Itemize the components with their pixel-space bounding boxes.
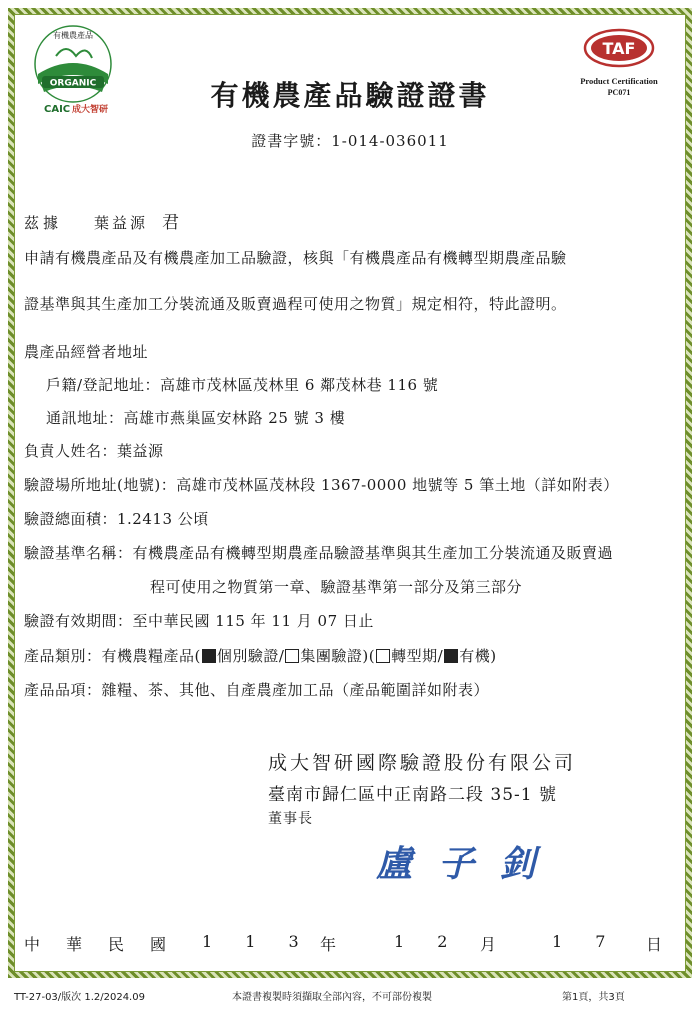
- logo-arc-text: 有機農產品: [53, 31, 93, 40]
- label-organic: 有機): [459, 647, 497, 665]
- product-category: [24, 645, 497, 666]
- taf-text: TAF: [602, 39, 636, 58]
- checkbox-transition: [376, 649, 390, 663]
- chairman-signature: 盧子釗: [376, 843, 563, 885]
- date-char-3: 民: [108, 935, 125, 954]
- taf-product-cert: Product Certification: [580, 76, 658, 86]
- recipient-line: [24, 208, 180, 233]
- checkbox-individual: [202, 649, 216, 663]
- recipient-suffix: 君: [162, 213, 180, 233]
- logo-organic-text: ORGANIC: [49, 78, 97, 89]
- date-day-label: 日: [646, 935, 663, 954]
- date-month: 1 2: [394, 932, 462, 951]
- recipient-label: 茲據: [24, 214, 63, 232]
- date-month-label: 月: [480, 935, 497, 954]
- validity-period: 驗證有效期間：至中華民國 115 年 11 月 07 日止: [24, 612, 374, 630]
- issuer-company: 成大智研國際驗證股份有限公司: [268, 752, 577, 774]
- total-area: 驗證總面積：1.2413 公頃: [24, 510, 209, 528]
- checkbox-organic: [444, 649, 458, 663]
- standard-line-2: 程可使用之物質第一章、驗證基準第一部分及第三部分: [150, 578, 523, 596]
- site-address: 驗證場所地址(地號)：高雄市茂林區茂林段 1367-0000 地號等 5 筆土地（詳如附表）: [24, 476, 619, 494]
- taf-badge-icon: [583, 28, 655, 68]
- label-transition: 轉型期/: [391, 647, 444, 665]
- standard-line-1: 驗證基準名稱：有機農產品有機轉型期農產品驗證基準與其生產加工分裝流通及販賣過: [24, 544, 614, 562]
- mailing-address: 通訊地址：高雄市燕巢區安林路 25 號 3 樓: [46, 409, 346, 427]
- product-items: 產品品項：雜糧、茶、其他、自產農產加工品（產品範圍詳如附表）: [24, 681, 490, 699]
- logo-caic-text: CAIC: [44, 104, 71, 115]
- footer-page: 第1頁，共3頁: [562, 992, 625, 1003]
- taf-code: PC071: [607, 88, 631, 97]
- household-address: 戶籍/登記地址：高雄市茂林區茂林里 6 鄰茂林巷 116 號: [46, 376, 439, 394]
- issuer-title: 董事長: [268, 811, 313, 827]
- certificate-number: 證書字號：1-014-036011: [251, 132, 449, 150]
- address-heading: 農產品經營者地址: [24, 343, 149, 361]
- date-char-4: 國: [150, 935, 167, 954]
- label-group: 集團驗證)(: [300, 647, 376, 665]
- date-char-2: 華: [66, 935, 83, 954]
- person-in-charge: 負責人姓名：葉益源: [24, 442, 164, 460]
- date-char-1: 中: [24, 935, 41, 954]
- issue-date: [24, 932, 664, 952]
- checkbox-group: [285, 649, 299, 663]
- recipient-name: 葉益源: [94, 214, 149, 232]
- issuer-address: 臺南市歸仁區中正南路二段 35-1 號: [268, 785, 557, 805]
- label-individual: 個別驗證/: [216, 647, 285, 665]
- date-year: 1 1 3: [202, 932, 313, 951]
- date-year-label: 年: [320, 935, 337, 954]
- product-category-prefix: 產品類別：有機農糧產品(: [24, 647, 201, 665]
- statement-line-2: 證基準與其生產加工分裝流通及販賣過程可使用之物質」規定相符，特此證明。: [24, 295, 567, 313]
- statement-line-1: 申請有機農產品及有機農產加工品驗證，核與「有機農產品有機轉型期農產品驗: [24, 249, 567, 267]
- footer-form-number: TT-27-03/版次 1.2/2024.09: [14, 992, 145, 1003]
- certificate-title: 有機農產品驗證證書: [210, 79, 490, 112]
- footer-notice: 本證書複製時須擷取全部內容，不可部份複製: [232, 992, 432, 1003]
- logo-caic-red-text: 成大智研: [72, 105, 109, 115]
- date-day: 1 7: [552, 932, 620, 951]
